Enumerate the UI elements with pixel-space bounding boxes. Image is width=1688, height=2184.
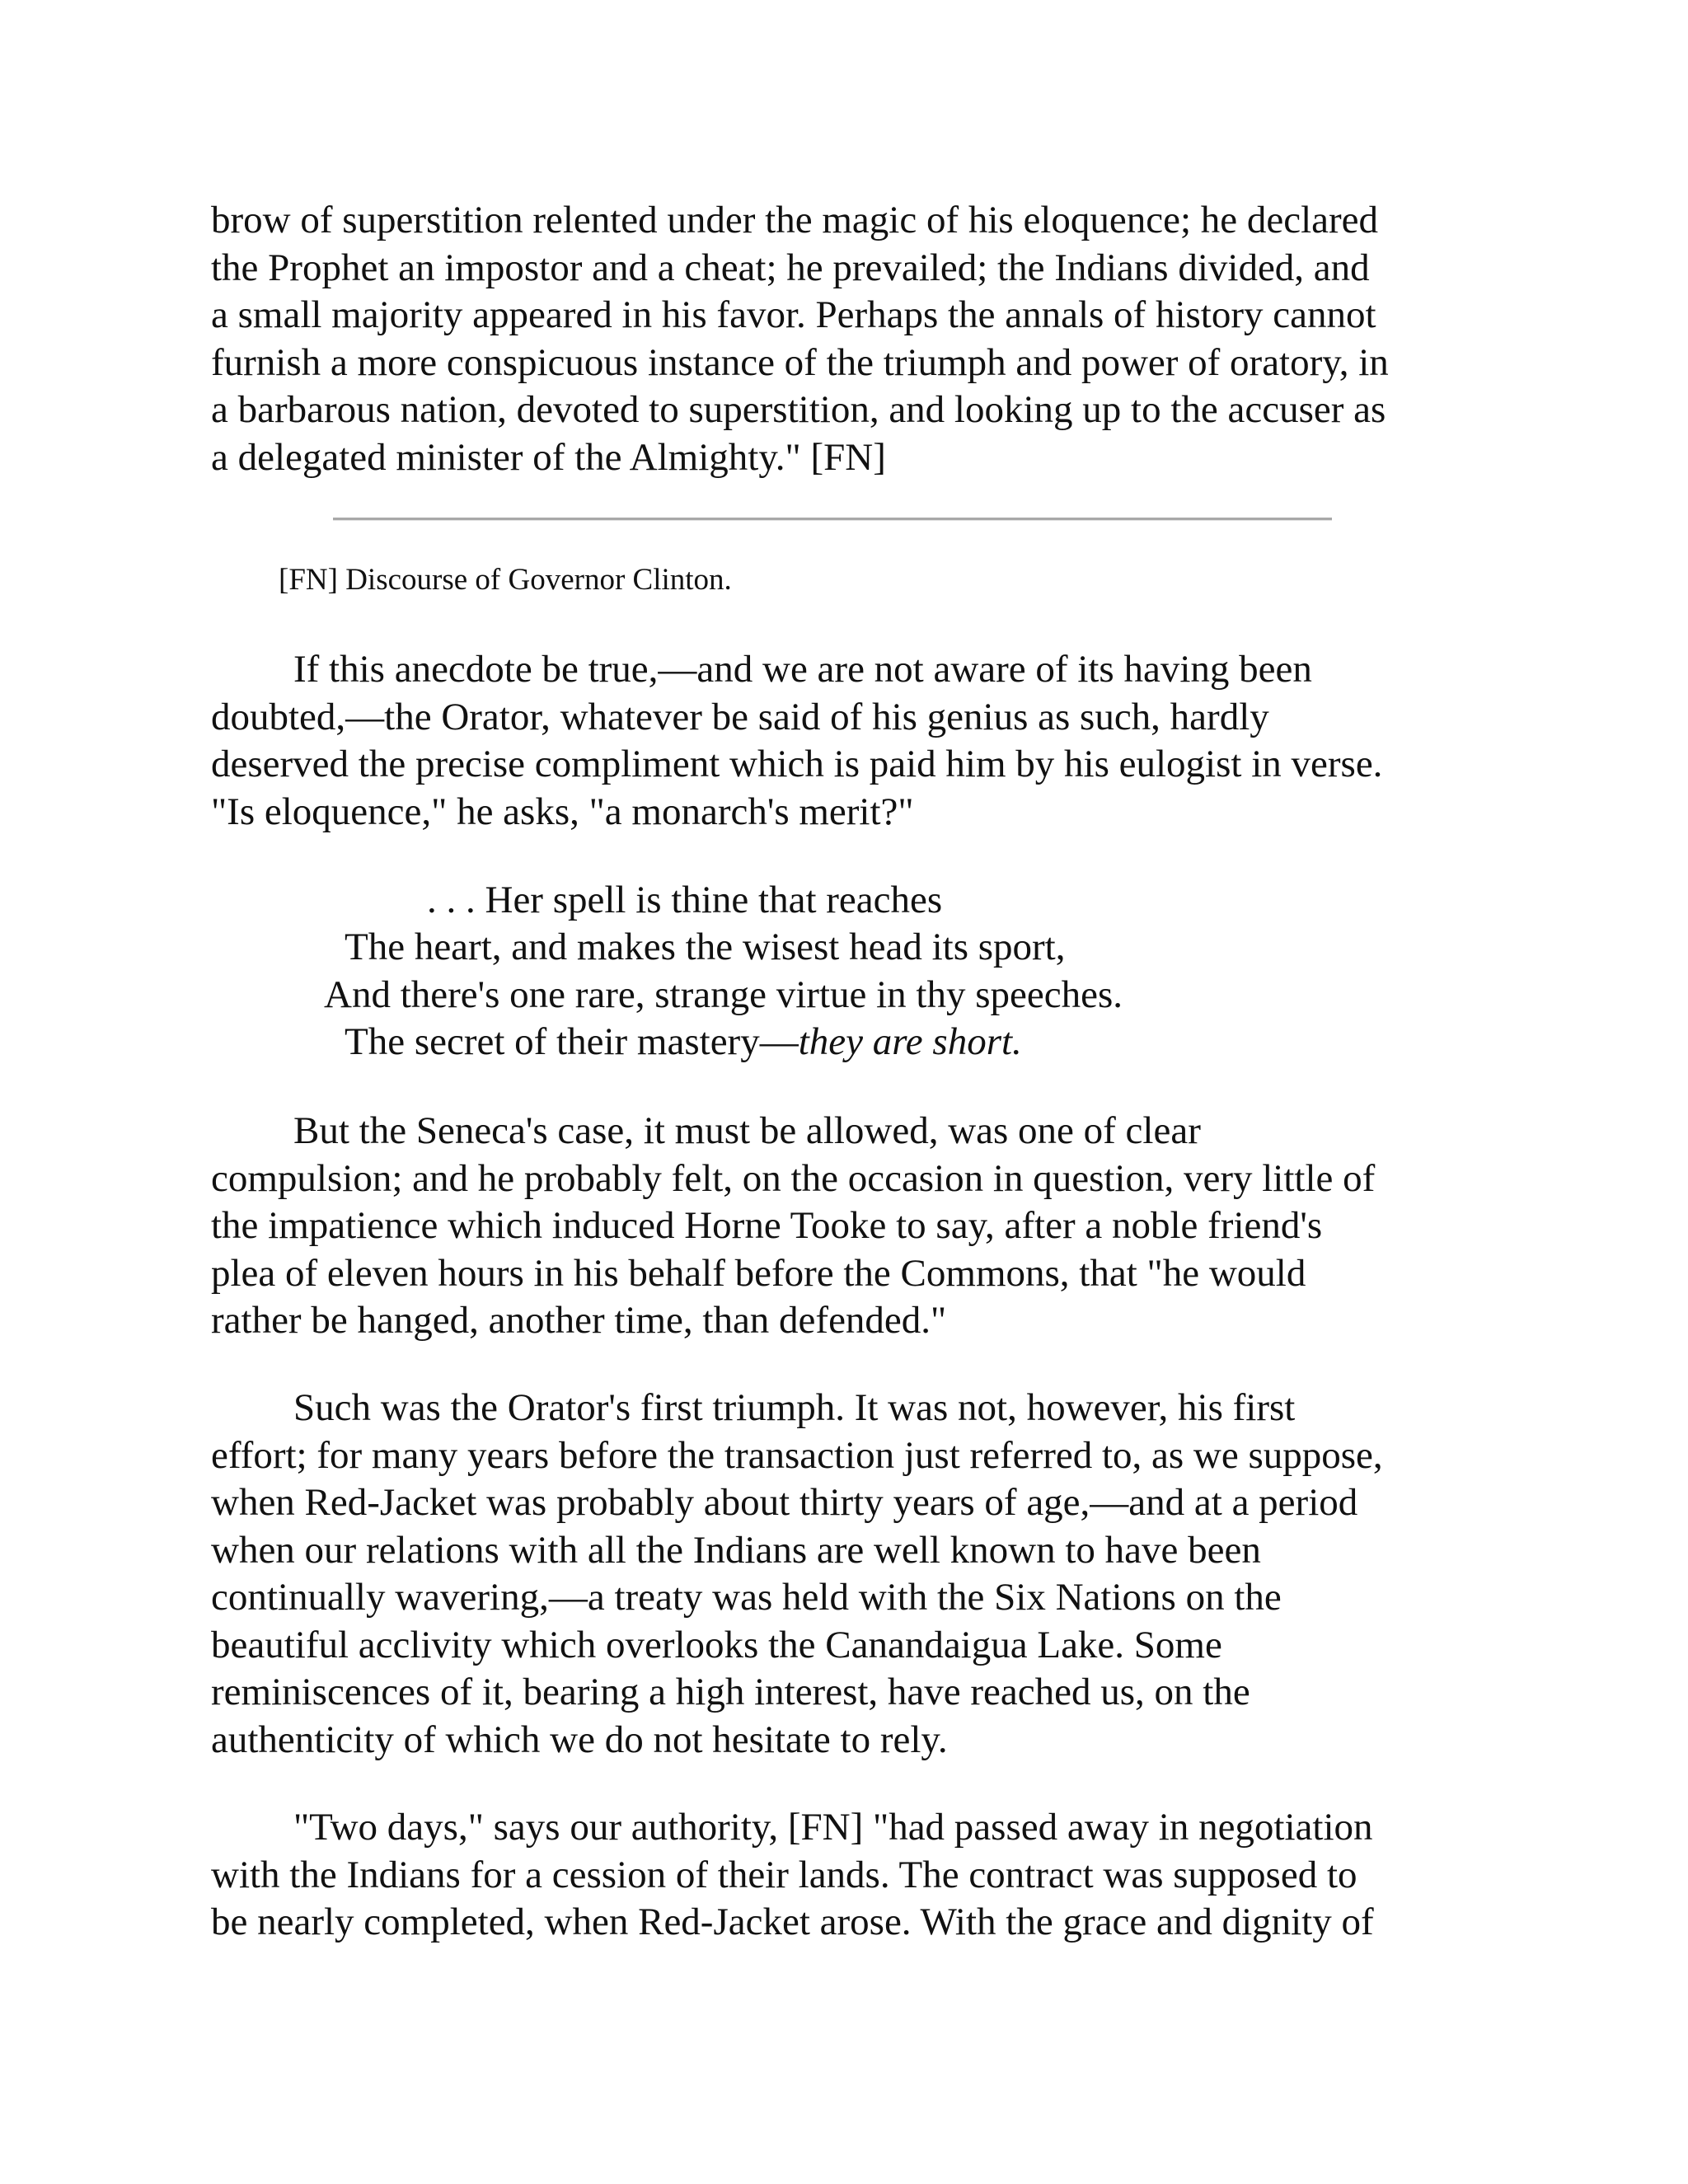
paragraph-continuation: brow of superstition relented under the magic of his eloquence; he declared the Prophet an impostor and a cheat; he prevailed; the Indians divided, and a small majority appeared in his favor. Perhaps the annals of history cannot furnish a more conspicuous instance of the triumph and power of oratory, in a barbarous nation, devoted to superstition, and looking up to the accuser as a delegated minister of the Almighty." [FN] [211,199,1389,479]
paragraph-two-days: "Two days," says our authority, [FN] "had passed away in negotiation with the Indians for a cession of their lands. The contract was supposed to be nearly completed, when Red-Jacket arose. With the grace and dignity of [211,1806,1374,1943]
paragraph-first-triumph: Such was the Orator's first triumph. It was not, however, his first effort; for many years before the transaction just referred to, as we suppose, when Red-Jacket was probably about thirty years of age,—and at a period when our relations with all the Indians are well known to have been continually wavering,—a treaty was held with the Six Nations on the beautiful acclivity which overlooks the Canandaigua Lake. Some reminiscences of it, bearing a high interest, have reached us, on the authenticity of which we do not hesitate to rely. [211,1386,1383,1761]
verse-line-4 [345,1019,1022,1066]
verse-line-1: . . . Her spell is thine that reaches [427,879,943,921]
footnote: [FN] Discourse of Governor Clinton. [279,563,732,597]
paragraph-seneca: But the Seneca's case, it must be allowed, was one of clear compulsion; and he probably felt, on the occasion in question, very little of the impatience which induced Horne Tooke to say, after a noble friend's plea of eleven hours in his behalf before the Commons, that "he would rather be hanged, another time, than defended." [211,1109,1376,1342]
verse-line-3: And there's one rare, strange virtue in thy speeches. [324,973,1123,1016]
verse-line-4-plain: The secret of their mastery— [345,1020,799,1063]
footnote-divider [333,518,1332,521]
verse-line-4-italic: they are short. [798,1020,1022,1063]
verse-line-2: The heart, and makes the wisest head its sport, [345,926,1066,968]
paragraph-anecdote: If this anecdote be true,—and we are not aware of its having been doubted,—the Orator, whatever be said of his genius as such, hardly deserved the precise compliment which is paid him by his eulogist in verse. "Is eloquence," he asks, "a monarch's merit?" [211,648,1383,833]
